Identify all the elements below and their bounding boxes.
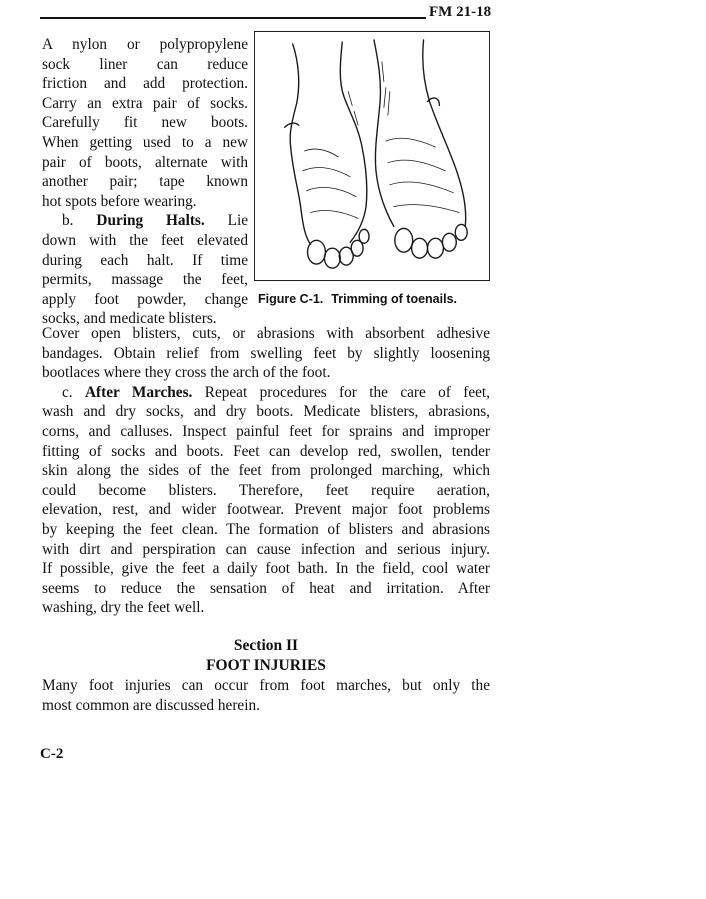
left-foot-outline [290,44,310,244]
text-line: elevation, rest, and wider footwear. Prevent major foot problems [42,501,490,519]
after-heading: After Marches. [85,383,193,401]
text-line: another pair; tape known [42,173,248,191]
halts-prefix: b. [62,212,74,230]
halts-paragraph-start [42,211,248,231]
figure-title: Trimming of toenails. [331,292,458,306]
text-line: friction and add protection. [42,75,248,93]
text-line: down with the feet elevated [42,231,248,249]
section-title: FOOT INJURIES [206,656,326,674]
text-line: Cover open blisters, cuts, or abrasions with absorbent adhesive [42,325,490,342]
text-line: Many foot injuries can occur from foot marches, but only the [42,677,490,694]
feet-drawing [255,32,489,280]
after-first-tail: Repeat procedures for the care of feet, [204,383,491,401]
text-line: could become blisters. Therefore, feet require aeration, [42,481,490,499]
header-rule [40,17,426,19]
text-line: A nylon or polypropylene [42,36,248,53]
text-line: socks, and medicate blisters. [42,310,217,328]
halts-heading: During Halts. [96,212,205,230]
after-paragraph-start [42,383,490,403]
text-line: Carry an extra pair of socks. [42,94,248,112]
text-line: corns, and calluses. Inspect painful feet for sprains and improper [42,422,490,440]
document-id: FM 21-18 [429,4,492,20]
text-line: If possible, give the feet a daily foot bath. In the field, cool water [42,560,490,578]
section-number: Section II [233,637,299,654]
text-line: hot spots before wearing. [42,192,197,210]
text-line: by keeping the feet clean. The formation of blisters and abrasions [42,520,490,538]
page-number: C-2 [40,746,64,762]
text-line: Carefully fit new boots. [42,114,248,132]
text-line: fitting of socks and boots. Feet can develop red, swollen, tender [42,442,490,460]
text-line: most common are discussed herein. [42,696,260,714]
text-line: bandages. Obtain relief from swelling feet by slightly loosening [42,344,490,362]
after-prefix: c. [62,383,73,401]
text-line: wash and dry socks, and dry boots. Medicate blisters, abrasions, [42,403,490,421]
text-line: When getting used to a new [42,133,248,151]
right-foot-outline [374,40,394,226]
text-line: seems to reduce the sensation of heat and irritation. After [42,579,490,597]
text-line: skin along the sides of the feet from prolonged marching, which [42,462,490,480]
text-line: during each halt. If time [42,251,248,269]
text-line: pair of boots, alternate with [42,153,248,171]
halts-first-tail: Lie [227,212,249,230]
left-column-text [42,35,248,329]
figure-label: Figure C-1. [258,292,324,306]
section-heading [42,636,490,675]
text-line: washing, dry the feet well. [42,599,205,617]
body-text [42,324,490,618]
text-line: sock liner can reduce [42,55,248,73]
figure-illustration [254,31,490,281]
text-line: with dirt and perspiration can cause infection and serious injury. [42,540,490,558]
figure-caption [258,292,498,306]
text-line: apply foot powder, change [42,290,248,308]
text-line: permits, massage the feet, [42,271,248,289]
section-body-text [42,676,490,715]
text-line: bootlaces where they cross the arch of the foot. [42,364,331,382]
